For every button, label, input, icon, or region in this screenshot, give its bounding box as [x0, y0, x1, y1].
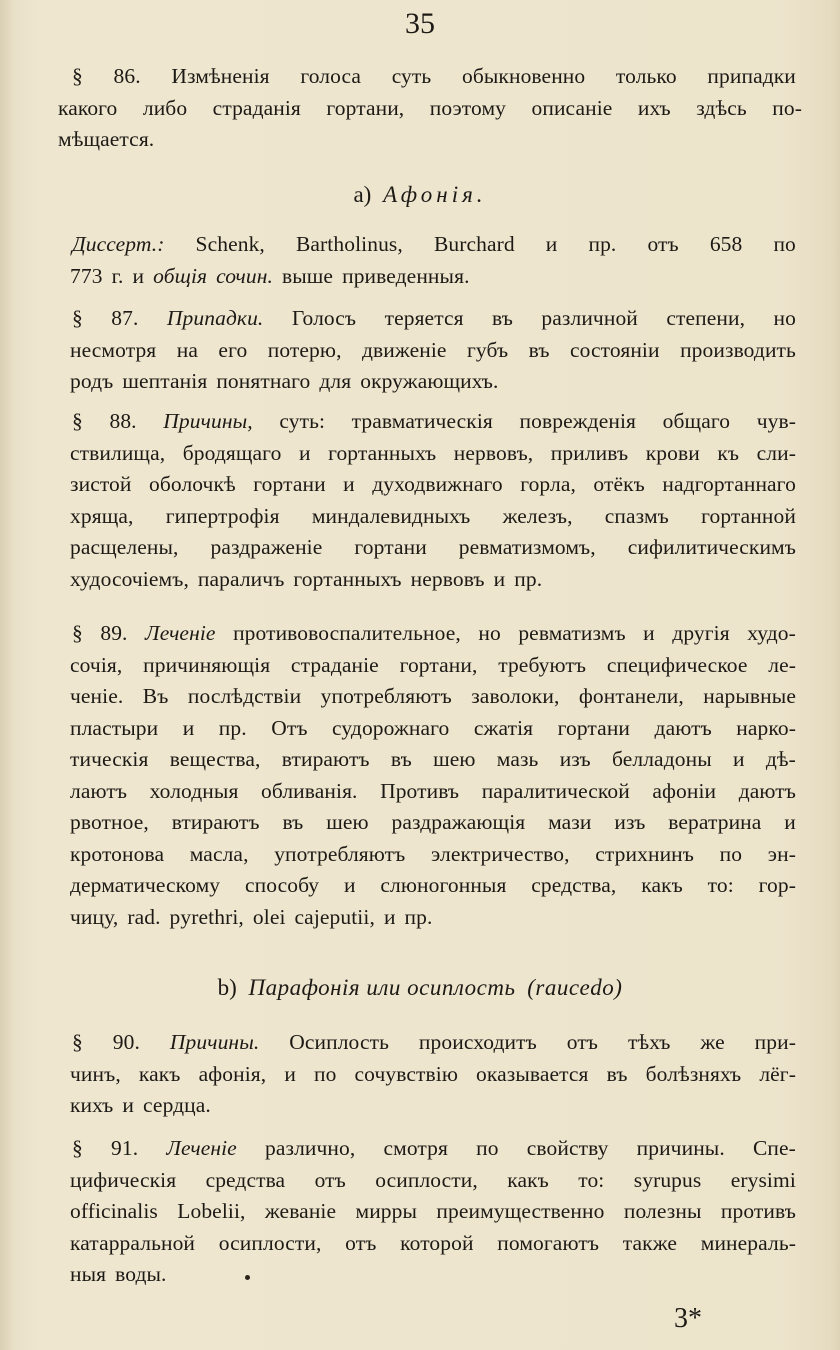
text-line: несмотря на его потерю, движеніе губъ въ состояніи производить [70, 337, 796, 362]
text-line: чицу, rad. pyrethri, olei cajeputii, и пр. [70, 904, 433, 929]
paragraph-90 [72, 1027, 796, 1122]
text-line: ченіе. Въ послѣдствіи употребляютъ заволоки, фонтанели, нарывные [70, 684, 796, 708]
text-line: кихъ и сердца. [70, 1093, 211, 1117]
text-line: § 86. Измѣненія голоса суть обыкновенно только припадки [72, 64, 796, 88]
text-line: хряща, гипертрофія миндалевидныхъ железъ, спазмъ гортанной [70, 503, 796, 528]
paragraph-89 [72, 618, 796, 933]
text-line: тическія вещества, втираютъ въ шею мазь изъ белладоны и дѣ- [70, 747, 796, 771]
paragraph-88 [72, 406, 796, 595]
paragraph-87 [72, 303, 796, 398]
heading-label: a) [353, 182, 372, 207]
heading-title: Парафонія или осиплость [248, 975, 516, 1000]
text-line: катарральной осиплости, отъ которой помогаютъ также минераль- [70, 1230, 796, 1255]
section-heading-a [0, 178, 840, 212]
text-line: § 90. Причины. Осиплость происходитъ отъ тѣхъ же при- [72, 1030, 796, 1054]
text-line: какого либо страданія гортани, поэтому описаніе ихъ здѣсь по- [58, 95, 802, 120]
text-line: ствилища, бродящаго и гортанныхъ нервовъ, приливъ крови къ сли- [70, 440, 796, 465]
text-line: § 89. Леченіе противовоспалительное, но ревматизмъ и другія худо- [72, 621, 796, 645]
text-line: зистой оболочкѣ гортани и духодвижнаго горла, отёкъ надгортаннаго [70, 472, 796, 496]
text-line: рвотное, втираютъ въ шею раздражающія мази изъ вератрина и [70, 810, 796, 834]
text-line: расщелены, раздраженіе гортани ревматизмомъ, сифилитическимъ [70, 535, 796, 559]
text-line: дерматическому способу и слюногонныя средства, какъ то: гор- [70, 873, 796, 897]
text-line: § 91. Леченіе различно, смотря по свойству причины. Спе- [72, 1136, 796, 1160]
text-line: пластыри и пр. Отъ судорожнаго сжатія гортани даютъ нарко- [70, 715, 796, 740]
page-number: 35 [405, 7, 435, 40]
text-line: § 88. Причины, суть: травматическія поврежденія общаго чув- [72, 409, 796, 433]
paragraph-86 [58, 61, 802, 156]
text-line: Диссерт.: Schenk, Bartholinus, Burchard и пр. отъ 658 по [72, 232, 796, 256]
text-line: родъ шептанія понятнаго для окружающихъ. [70, 369, 499, 393]
text-line: чинъ, какъ афонія, и по сочувствію оказывается въ болѣзняхъ лёг- [70, 1061, 796, 1086]
text-line: худосочіемъ, параличъ гортанныхъ нервовъ и пр. [70, 566, 543, 591]
section-heading-b [0, 971, 840, 1005]
text-line: ныя воды. [70, 1262, 167, 1286]
dissertations-note [72, 229, 796, 292]
paragraph-91 [72, 1133, 796, 1291]
text-line: кротонова масла, употребляютъ электричество, стрихнинъ по эн- [70, 841, 796, 866]
text-line: 773 г. и общія сочин. выше приведенныя. [70, 263, 470, 288]
signature-mark: 3* [674, 1303, 702, 1334]
text-line: сочія, причиняющія страданіе гортани, требуютъ специфическое ле- [70, 652, 796, 677]
ink-speck [245, 1275, 250, 1280]
text-line: лаютъ холодныя обливанія. Противъ паралитической афоніи даютъ [70, 778, 796, 803]
text-line: § 87. Припадки. Голосъ теряется въ различной степени, но [72, 306, 796, 330]
heading-latin: (raucedo) [527, 975, 623, 1000]
heading-title: Афонія. [383, 182, 487, 207]
text-line: мѣщается. [58, 127, 155, 151]
heading-label: b) [217, 975, 237, 1000]
text-line: цифическія средства отъ осиплости, какъ то: syrupus erysimi [70, 1167, 796, 1192]
text-line: officinalis Lobelii, жеваніе мирры преимущественно полезны противъ [70, 1199, 796, 1223]
